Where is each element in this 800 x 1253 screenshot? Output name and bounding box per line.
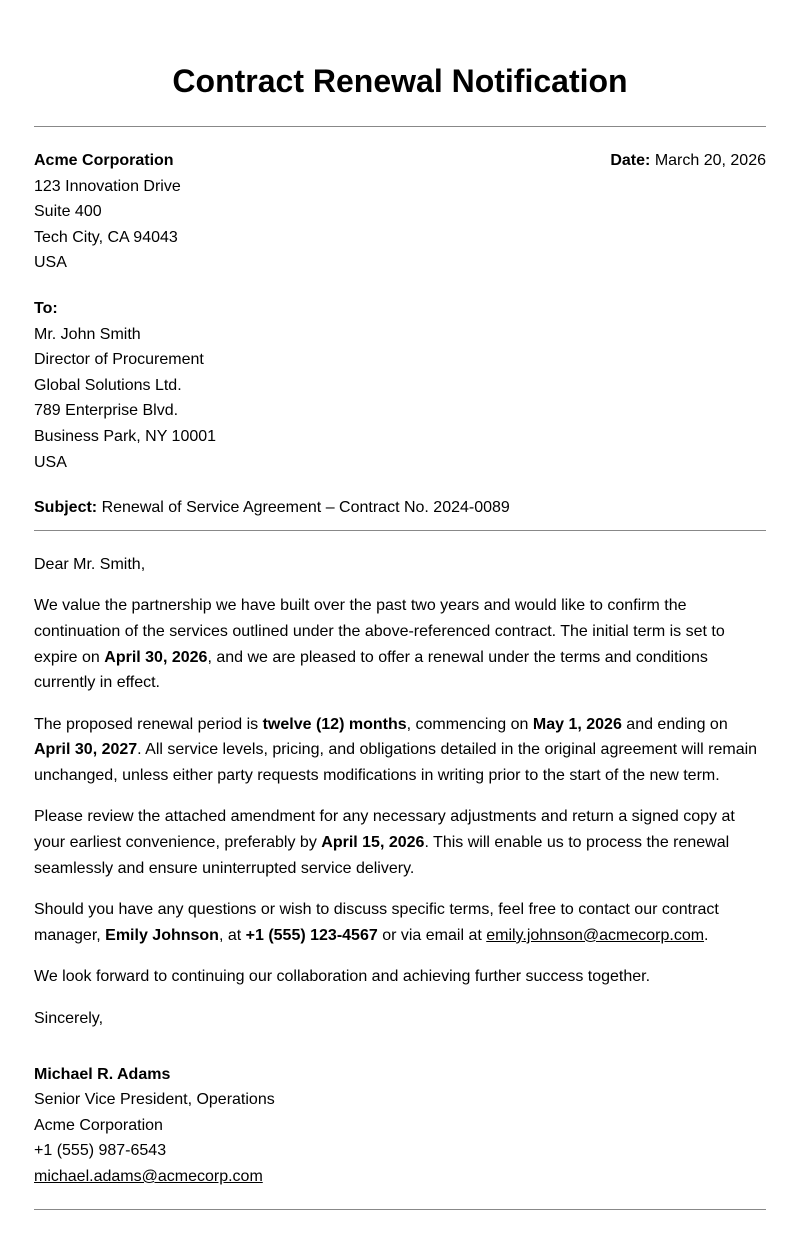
paragraph-text: or via email at <box>377 926 487 944</box>
recipient-line: Director of Procurement <box>34 351 204 369</box>
body-paragraph-2 <box>34 712 766 789</box>
subject-label: Subject: <box>34 499 98 517</box>
recipient-label: To: <box>34 299 58 317</box>
salutation: Dear Mr. Smith, <box>34 555 146 573</box>
letter-date <box>610 148 766 174</box>
recipient-line: USA <box>34 453 67 471</box>
signer-company: Acme Corporation <box>34 1116 163 1134</box>
sender-address-line: Suite 400 <box>34 203 102 221</box>
body-paragraph-4 <box>34 897 766 948</box>
sender-address-line: 123 Innovation Drive <box>34 177 181 195</box>
renewal-period: twelve (12) months <box>262 715 407 733</box>
date-value: March 20, 2026 <box>654 152 766 169</box>
divider-bottom <box>34 1209 766 1210</box>
paragraph-text: Should you have any questions or wish to discuss specific terms, feel free to contact our contract manager, <box>34 901 719 944</box>
return-deadline: April 15, 2026 <box>321 834 425 852</box>
contact-name: Emily Johnson <box>105 926 219 944</box>
paragraph-text: . <box>704 926 709 944</box>
recipient-line: Global Solutions Ltd. <box>34 376 182 394</box>
letter-header <box>34 148 766 276</box>
signer-title: Senior Vice President, Operations <box>34 1091 275 1109</box>
document-title: Contract Renewal Notification <box>172 63 628 99</box>
renewal-end-date: April 30, 2027 <box>34 741 138 759</box>
recipient-line: Mr. John Smith <box>34 325 141 343</box>
recipient-block <box>34 296 766 475</box>
body-paragraph-1 <box>34 593 766 695</box>
sender-name: Acme Corporation <box>34 152 174 169</box>
paragraph-text: , and we are pleased to offer a renewal under the terms and conditions currently in effect. <box>34 648 708 692</box>
renewal-start-date: May 1, 2026 <box>532 715 622 733</box>
contact-phone: +1 (555) 123-4567 <box>245 926 378 944</box>
signer-name: Michael R. Adams <box>34 1065 171 1083</box>
sender-address-line: USA <box>34 254 67 272</box>
sender-address-line: Tech City, CA 94043 <box>34 228 178 246</box>
subject-line <box>34 495 766 521</box>
body-paragraph-3 <box>34 804 766 881</box>
sender-block <box>34 148 181 276</box>
body-paragraph-5: We look forward to continuing our collaboration and achieving further success together. <box>34 968 651 986</box>
paragraph-text: Please review the attached amendment for any necessary adjustments and return a signed copy at your earliest convenience, preferably by <box>34 808 735 852</box>
paragraph-text: . All service levels, pricing, and obligations detailed in the original agreement will remain unchanged, unless either party requests modifications in writing prior to the start of the new term. <box>34 741 758 784</box>
paragraph-text: The proposed renewal period is <box>34 715 263 733</box>
paragraph-text: . This will enable us to process the renewal seamlessly and ensure uninterrupted service delivery. <box>34 834 730 877</box>
divider-top <box>34 126 766 127</box>
paragraph-text: and ending on <box>621 715 728 733</box>
closing: Sincerely, <box>34 1010 104 1028</box>
signer-email-link[interactable]: michael.adams@acmecorp.com <box>34 1168 263 1185</box>
signature-block <box>34 1062 766 1190</box>
recipient-line: 789 Enterprise Blvd. <box>34 402 179 420</box>
paragraph-text: , commencing on <box>406 715 533 733</box>
contact-email-link[interactable]: emily.johnson@acmecorp.com <box>486 926 705 944</box>
expiry-date: April 30, 2026 <box>104 648 208 666</box>
paragraph-text: , at <box>218 926 246 944</box>
divider-subject <box>34 530 766 531</box>
subject-value: Renewal of Service Agreement – Contract No. 2024-0089 <box>101 499 510 517</box>
signer-phone: +1 (555) 987-6543 <box>34 1142 167 1160</box>
paragraph-text: We value the partnership we have built over the past two years and would like to confirm the continuation of the services outlined under the above-referenced contract. The initial term is set to expire on <box>34 597 725 666</box>
date-label: Date: <box>610 152 651 169</box>
recipient-line: Business Park, NY 10001 <box>34 427 217 445</box>
